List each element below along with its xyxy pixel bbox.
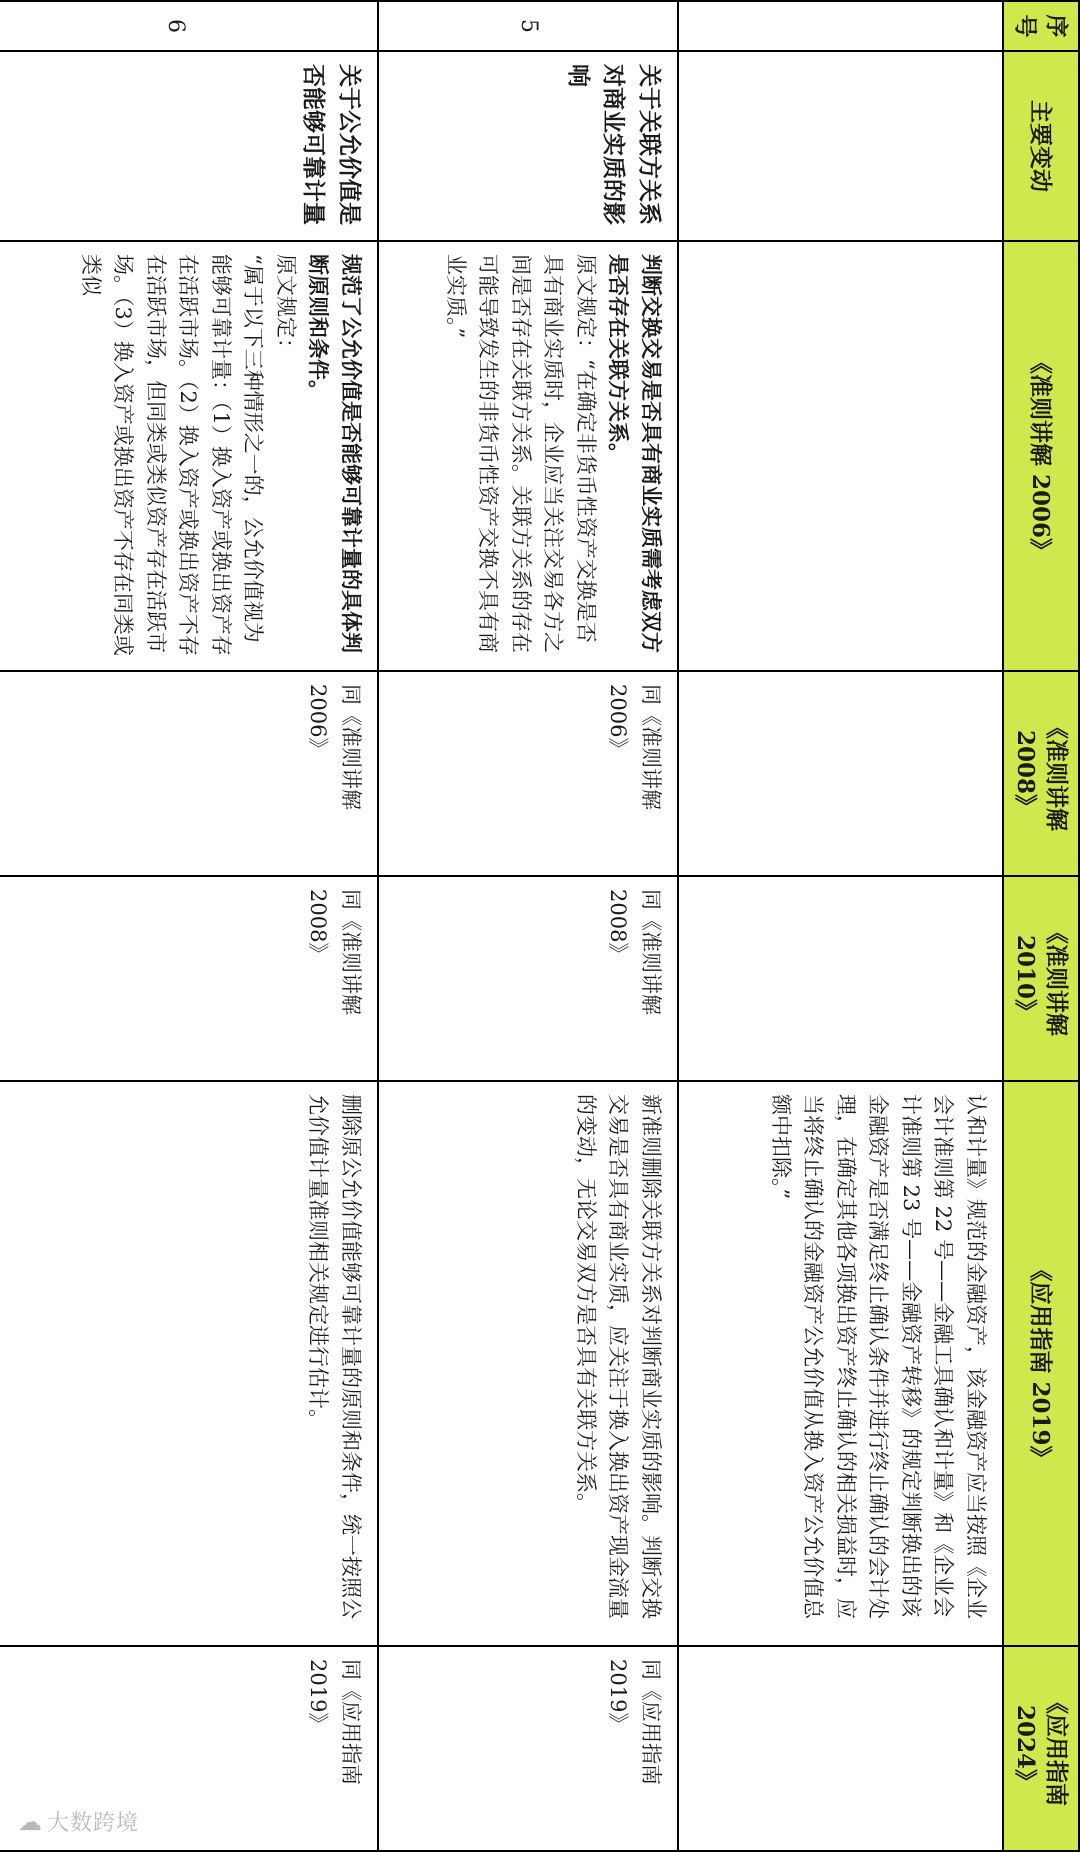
cell-2006-summary: 判断交换交易是否具有商业实质需考虑双方是否存在关联方关系。 — [606, 254, 664, 653]
header-guide-2008: 《准则讲解 2008》 — [1003, 671, 1079, 876]
header-guide-2006: 《准则讲解 2006》 — [1003, 241, 1079, 671]
watermark-text: 大数跨境 — [47, 1811, 140, 1836]
cell-empty — [678, 1646, 1003, 1851]
table-row-5 — [378, 1, 678, 1851]
cell-empty — [678, 1, 1003, 51]
header-guide-2010: 《准则讲解 2010》 — [1003, 876, 1079, 1081]
cell-2019: 删除原公允价值能够可靠计量的原则和条件，统一按照公允价值计量准则相关规定进行估计。 — [0, 1081, 378, 1646]
cell-2024: 同《应用指南 2019》 — [378, 1646, 678, 1851]
cell-2006-summary: 规范了公允价值是否能够可靠计量的具体判断原则和条件。 — [306, 254, 364, 653]
cell-2024: 同《应用指南 2019》 — [0, 1646, 378, 1851]
cell-empty — [678, 876, 1003, 1081]
cell-2019: 新准则删除关联方关系对判断商业实质的影响。判断交换交易是否具有商业实质，应关注于换入换出资产现金流量的变动，无论交易双方是否具有关联方关系。 — [378, 1081, 678, 1646]
cell-2006-text: 原文规定：“在确定非货币性资产交换是否具有商业实质时，企业应当关注交易各方之间是否存在关联方关系。关联方关系的存在可能导致发生的非货币性资产交换不具有商业实质。” — [443, 254, 598, 653]
watermark-logo-icon: ☁ — [18, 1808, 43, 1836]
cell-2006 — [0, 241, 378, 671]
header-index: 序号 — [1003, 1, 1079, 51]
row-index: 5 — [378, 1, 678, 51]
cell-2010: 同《准则讲解 2008》 — [0, 876, 378, 1081]
row-index: 6 — [0, 1, 378, 51]
cell-2010: 同《准则讲解 2008》 — [378, 876, 678, 1081]
table-row-continuation — [678, 1, 1003, 1851]
row-main-change: 关于关联方关系对商业实质的影响 — [378, 51, 678, 241]
cell-2008: 同《准则讲解 2006》 — [0, 671, 378, 876]
cell-2006-text: “属于以下三种情形之一的，公允价值视为能够可靠计量：（1）换入资产或换出资产存在活跃市场。（2）换入资产或换出资产不存在活跃市场，但同类或类似资产存在活跃市场。（3）换入资产或换出资产不存在同类或类似 — [78, 254, 266, 656]
cell-empty — [678, 51, 1003, 241]
header-main-change: 主要变动 — [1003, 51, 1079, 241]
header-row — [1003, 1, 1079, 1851]
row-main-change: 关于公允价值是否能够可靠计量 — [0, 51, 378, 241]
cell-2008: 同《准则讲解 2006》 — [378, 671, 678, 876]
cell-2006 — [378, 241, 678, 671]
cell-2006-label: 原文规定： — [273, 254, 298, 359]
header-guide-2019: 《应用指南 2019》 — [1003, 1081, 1079, 1646]
cell-empty — [678, 241, 1003, 671]
cell-2019-continuation: 认和计量》规范的金融资产，该金融资产应当按照《企业会计准则第 22 号——金融工具确认和计量》和《企业会计准则第 23 号——金融资产转移》的规定判断换出的该金融资产是否满足终止确认条件并进行终止确认的会计处理，在确定其他各项换出资产终止确认的相关损益时，应当将终止确认的金融资产公允价值从换入资产公允价值总额中扣除。” — [678, 1081, 1003, 1646]
watermark — [18, 1806, 139, 1837]
header-guide-2024: 《应用指南 2024》 — [1003, 1646, 1079, 1851]
table-row-6 — [0, 1, 378, 1851]
cell-empty — [678, 671, 1003, 876]
